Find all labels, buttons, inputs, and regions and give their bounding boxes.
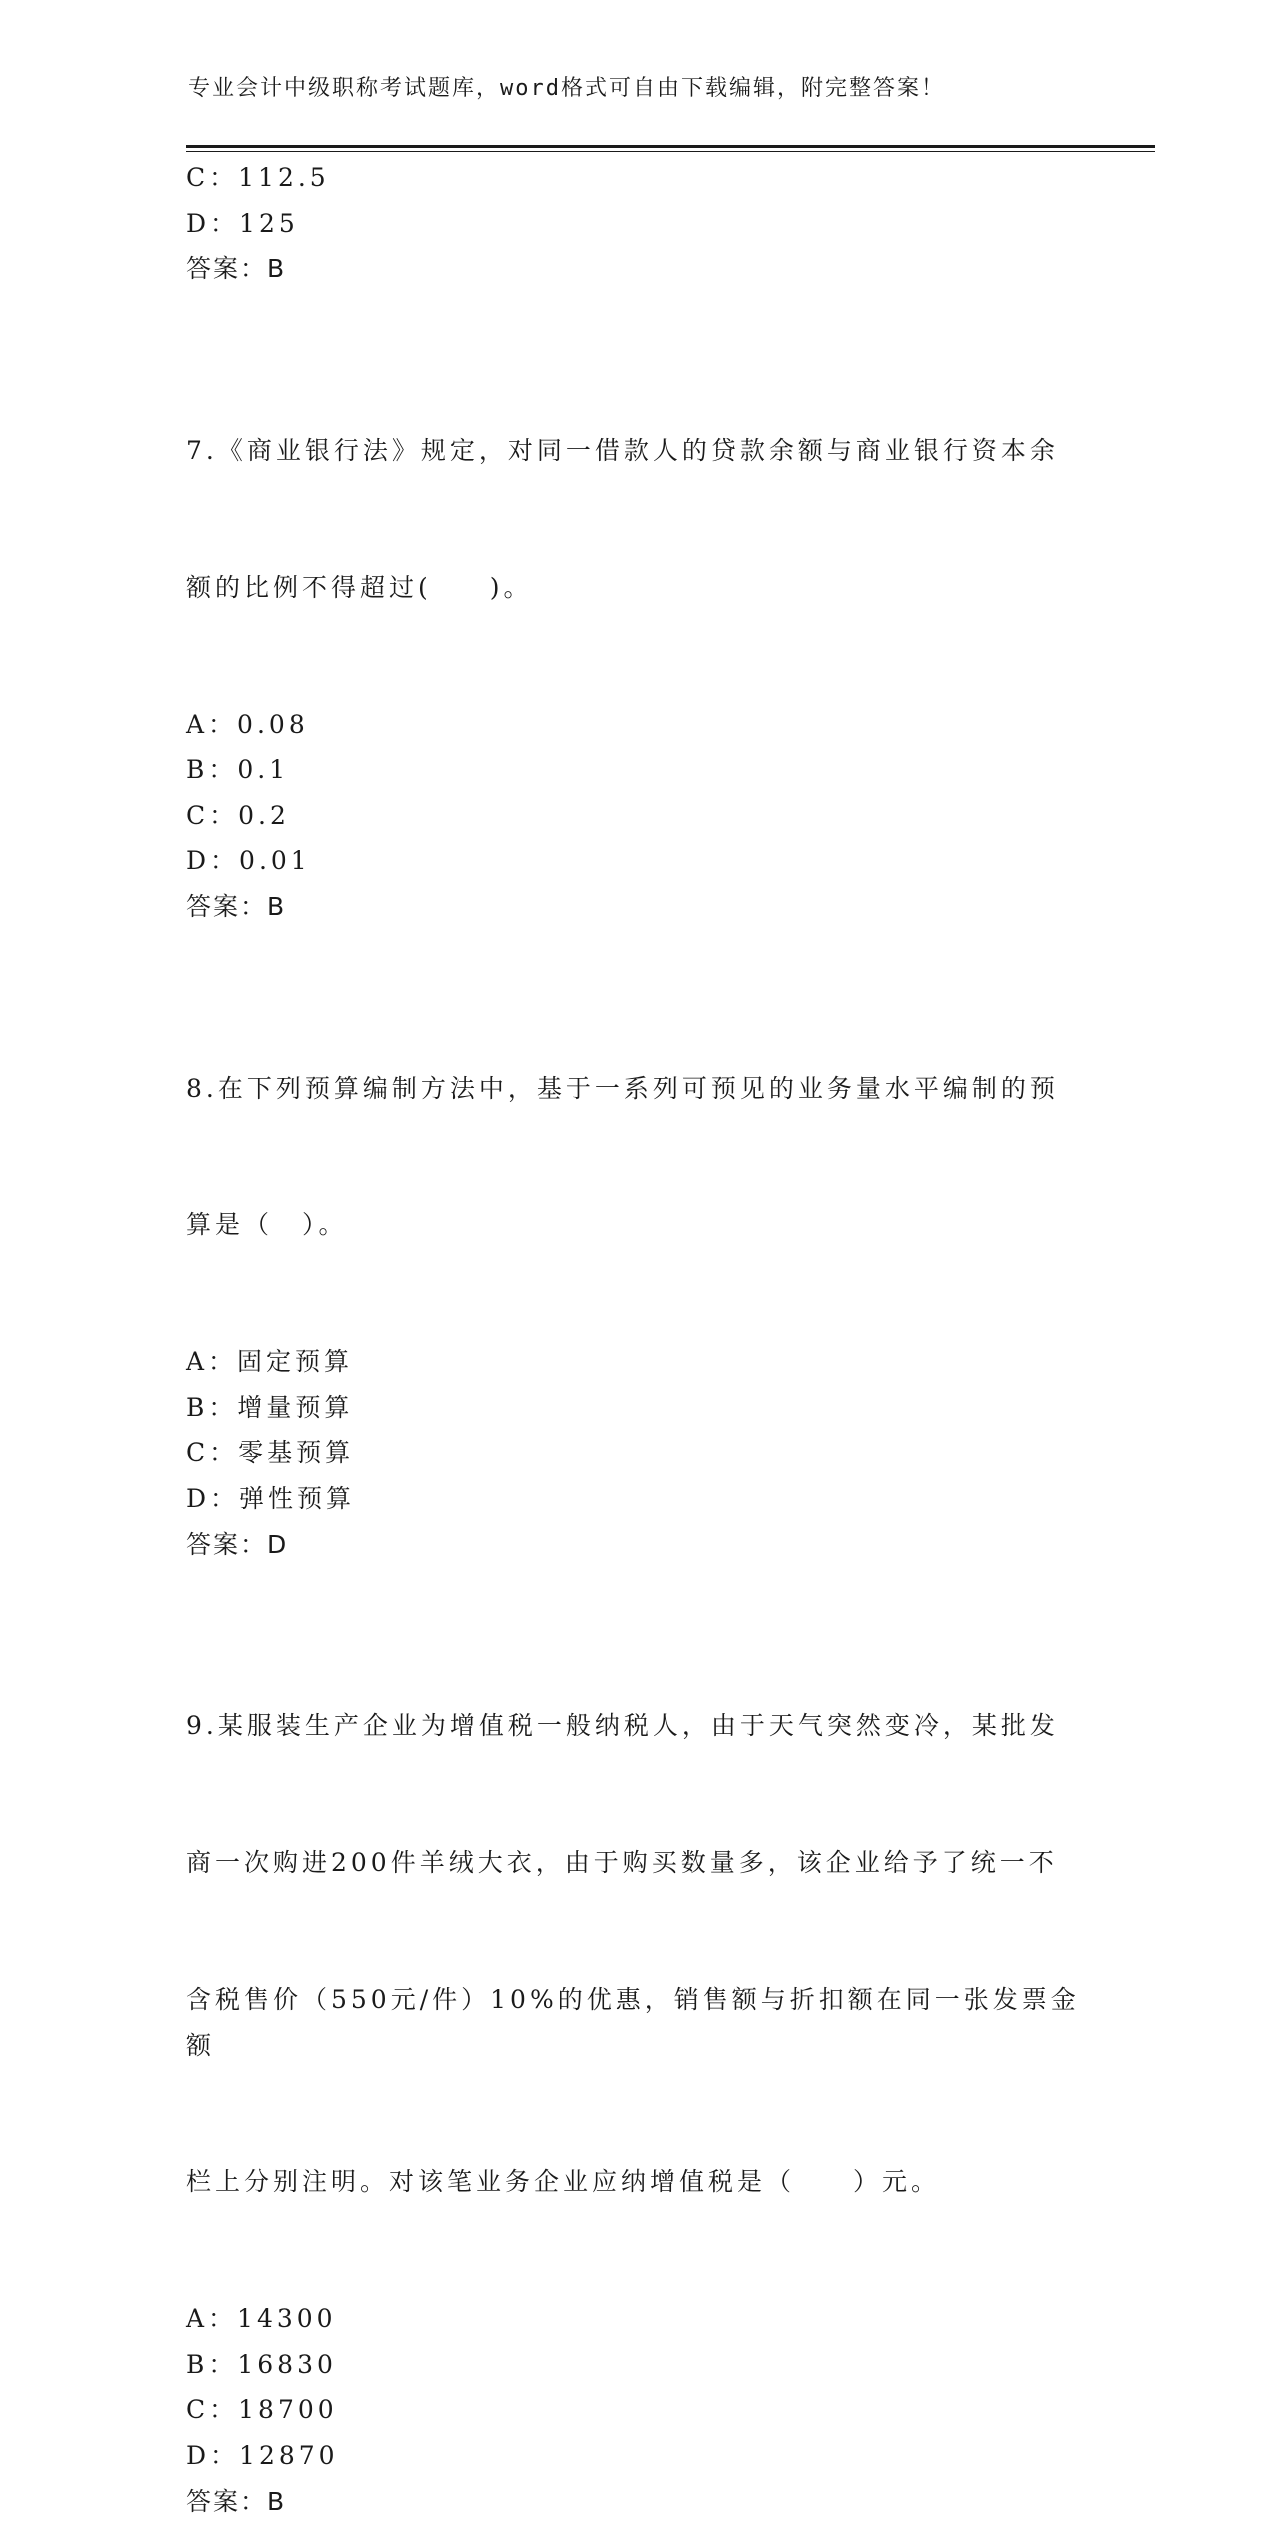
previous-question-tail [186,155,1086,292]
option-a: A：14300 [186,2296,1086,2342]
answer-line: 答案：B [186,246,1086,292]
document-body [186,155,1086,2524]
stem-line: 算是（ ）。 [186,1202,1086,1248]
option-b: B：16830 [186,2342,1086,2388]
option-b: B：增量预算 [186,1385,1086,1431]
header-divider [186,145,1155,152]
option-d: D：125 [186,201,1086,247]
stem-line: 商一次购进200件羊绒大衣，由于购买数量多，该企业给予了统一不 [186,1840,1086,1886]
option-a: A：固定预算 [186,1339,1086,1385]
stem-line: 7.《商业银行法》规定，对同一借款人的贷款余额与商业银行资本余 [186,428,1086,474]
option-c: C：112.5 [186,155,1086,201]
option-d: D：弹性预算 [186,1476,1086,1522]
answer-line: 答案：B [186,2479,1086,2524]
answer-line: 答案：D [186,1522,1086,1568]
option-a: A：0.08 [186,702,1086,748]
option-c: C：零基预算 [186,1430,1086,1476]
answer-line: 答案：B [186,884,1086,930]
option-d: D：12870 [186,2433,1086,2479]
option-b: B：0.1 [186,747,1086,793]
stem-line: 额的比例不得超过( )。 [186,565,1086,611]
option-d: D：0.01 [186,838,1086,884]
stem-line: 含税售价（550元/件）10%的优惠，销售额与折扣额在同一张发票金额 [186,1977,1086,2068]
stem-line: 8.在下列预算编制方法中，基于一系列可预见的业务量水平编制的预 [186,1066,1086,1112]
question-stem [186,1612,1086,2296]
question-8 [186,975,1086,1568]
option-c: C：0.2 [186,793,1086,839]
question-9 [186,1612,1086,2524]
question-stem [186,975,1086,1340]
page-header: 专业会计中级职称考试题库，word格式可自由下载编辑，附完整答案！ [188,74,1148,104]
question-stem [186,337,1086,702]
option-c: C：18700 [186,2387,1086,2433]
stem-line: 栏上分别注明。对该笔业务企业应纳增值税是（ ）元。 [186,2159,1086,2205]
stem-line: 9.某服装生产企业为增值税一般纳税人，由于天气突然变冷，某批发 [186,1703,1086,1749]
question-7 [186,337,1086,930]
